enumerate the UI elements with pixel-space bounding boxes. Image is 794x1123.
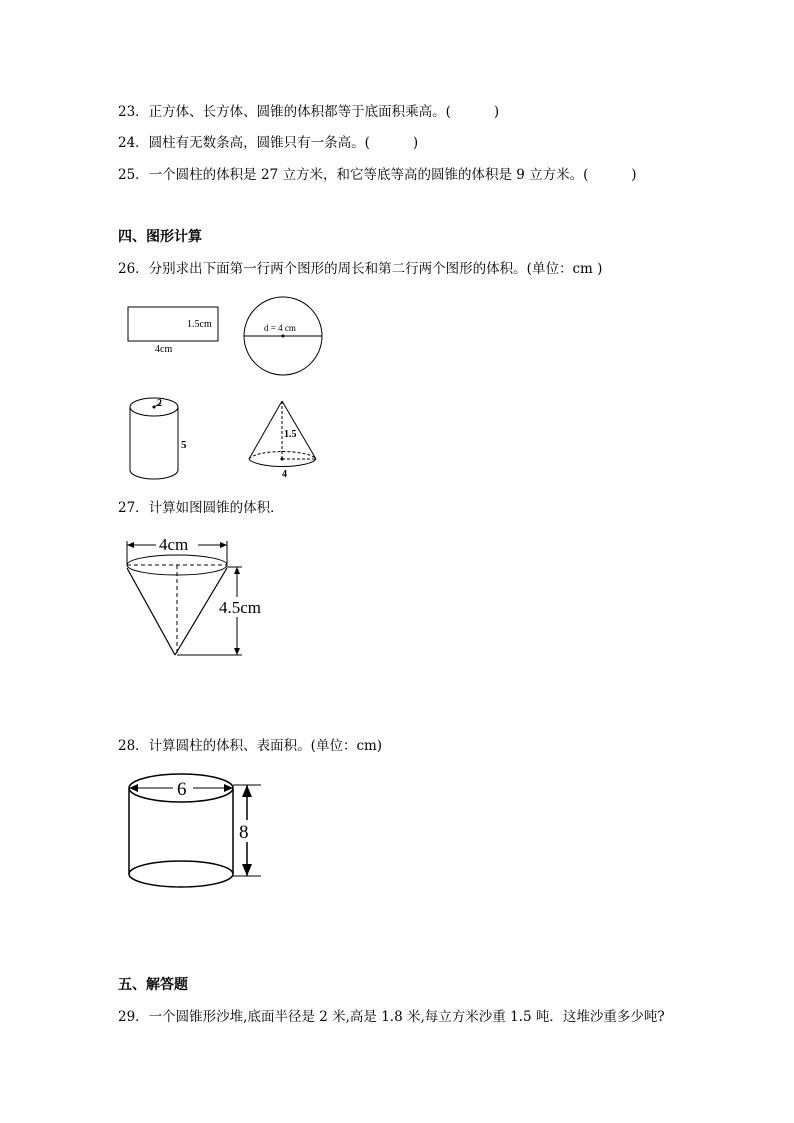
question-29: 29．一个圆锥形沙堆,底面半径是 2 米,高是 1.8 米,每立方米沙重 1.5 吨．这堆沙重多少吨?	[118, 1009, 665, 1025]
small-cylinder-radius-label: 2	[157, 398, 162, 409]
question-28: 28．计算圆柱的体积、表面积。(单位：cm)	[118, 738, 383, 754]
small-cylinder-figure	[128, 395, 193, 485]
question-24: 24．圆柱有无数条高，圆锥只有一条高。( )	[118, 135, 419, 151]
large-cylinder-diameter-label: 6	[177, 779, 187, 800]
circle-diameter-label: d = 4 cm	[264, 323, 296, 333]
large-cylinder-figure	[125, 772, 265, 892]
question-23: 23．正方体、长方体、圆锥的体积都等于底面积乘高。( )	[118, 104, 500, 120]
question-26: 26．分别求出下面第一行两个图形的周长和第二行两个图形的体积。(单位：cm )	[118, 261, 603, 277]
circle-figure	[240, 296, 330, 378]
large-cylinder-height-label: 8	[239, 822, 249, 843]
large-cone-height-label: 4.5cm	[219, 598, 262, 617]
section-heading-five: 五、解答题	[118, 977, 188, 993]
small-cylinder-height-label: 5	[181, 439, 187, 451]
small-cone-diameter-label: 4	[282, 469, 287, 480]
question-25: 25．一个圆柱的体积是 27 立方米，和它等底等高的圆锥的体积是 9 立方米。( )	[118, 167, 637, 183]
rect-height-label: 1.5cm	[187, 319, 212, 330]
rectangle-figure	[125, 305, 225, 355]
small-cone-figure	[245, 398, 325, 483]
large-cone-diameter-label: 4cm	[159, 535, 189, 554]
small-cone-height-label: 1.5	[284, 429, 297, 440]
large-cone-figure	[120, 533, 280, 663]
section-heading-four: 四、图形计算	[118, 229, 202, 245]
rect-width-label: 4cm	[155, 344, 173, 355]
question-27: 27．计算如图圆锥的体积．	[118, 500, 284, 516]
